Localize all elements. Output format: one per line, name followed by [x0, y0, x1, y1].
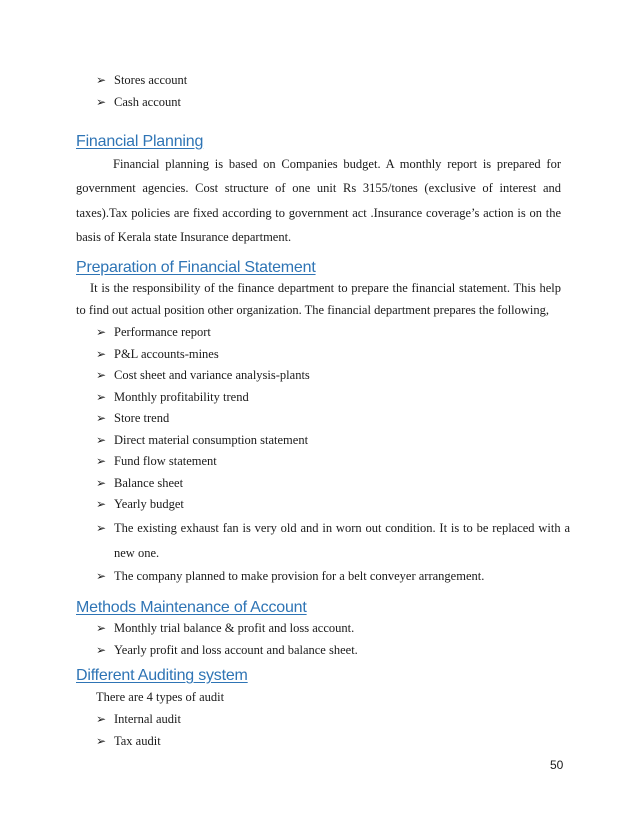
maintenance-list — [96, 618, 570, 661]
list-item: ➢ Balance sheet — [96, 473, 570, 495]
arrow-bullet-icon: ➢ — [96, 325, 107, 339]
list-item: ➢ Cash account — [96, 92, 570, 114]
arrow-bullet-icon: ➢ — [96, 568, 107, 583]
page-number: 50 — [550, 758, 564, 772]
arrow-bullet-icon: ➢ — [96, 621, 107, 635]
heading-financial-statement: Preparation of Financial Statement — [76, 259, 316, 276]
list-item: ➢ Monthly trial balance & profit and loss account. — [96, 618, 570, 640]
list-item: ➢ The existing exhaust fan is very old and in worn out condition. It is to be replaced with a new one. — [96, 516, 570, 566]
arrow-bullet-icon: ➢ — [96, 520, 107, 535]
financial-statement-paragraph: It is the responsibility of the finance department to prepare the financial statement. This help to find out actual position other organization. The financial department prepares the following, — [76, 281, 561, 317]
list-item: ➢ Tax audit — [96, 731, 570, 753]
arrow-bullet-icon: ➢ — [96, 454, 107, 468]
arrow-bullet-icon: ➢ — [96, 389, 107, 404]
arrow-bullet-icon: ➢ — [96, 497, 107, 511]
arrow-bullet-icon: ➢ — [96, 368, 107, 382]
heading-methods-maintenance: Methods Maintenance of Account — [76, 599, 307, 616]
arrow-bullet-icon: ➢ — [96, 712, 107, 726]
list-item: ➢ The company planned to make provision for a belt conveyer arrangement. — [96, 566, 570, 588]
arrow-bullet-icon: ➢ — [96, 411, 107, 425]
arrow-bullet-icon: ➢ — [96, 642, 107, 657]
list-item: ➢ Yearly budget — [96, 494, 570, 516]
intro-bullet-list — [96, 70, 570, 113]
list-item: ➢ Direct material consumption statement — [96, 430, 570, 452]
heading-financial-planning: Financial Planning — [76, 133, 204, 150]
list-item: ➢ Internal audit — [96, 709, 570, 731]
list-item: ➢ Performance report — [96, 322, 570, 344]
list-item: ➢ P&L accounts-mines — [96, 344, 570, 366]
arrow-bullet-icon: ➢ — [96, 475, 107, 490]
arrow-bullet-icon: ➢ — [96, 432, 107, 447]
arrow-bullet-icon: ➢ — [96, 73, 107, 87]
arrow-bullet-icon: ➢ — [96, 733, 107, 748]
heading-auditing-system: Different Auditing system — [76, 667, 248, 684]
financial-statement-list — [96, 322, 570, 587]
financial-planning-paragraph: Financial planning is based on Companies budget. A monthly report is prepared for government agencies. Cost structure of one unit Rs 3155/tones (exclusive of interest and taxes).Tax policies are fixed according to government act .Insurance coverage’s action is on the basis of Kerala state Insurance department. — [76, 157, 561, 244]
list-item: ➢ Fund flow statement — [96, 451, 570, 473]
list-item: ➢ Cost sheet and variance analysis-plants — [96, 365, 570, 387]
arrow-bullet-icon: ➢ — [96, 94, 107, 109]
list-item: ➢ Stores account — [96, 70, 570, 92]
list-item: ➢ Yearly profit and loss account and balance sheet. — [96, 640, 570, 662]
arrow-bullet-icon: ➢ — [96, 346, 107, 361]
auditing-intro: There are 4 types of audit — [96, 690, 225, 704]
list-item: ➢ Monthly profitability trend — [96, 387, 570, 409]
list-item: ➢ Store trend — [96, 408, 570, 430]
auditing-list — [96, 709, 570, 752]
